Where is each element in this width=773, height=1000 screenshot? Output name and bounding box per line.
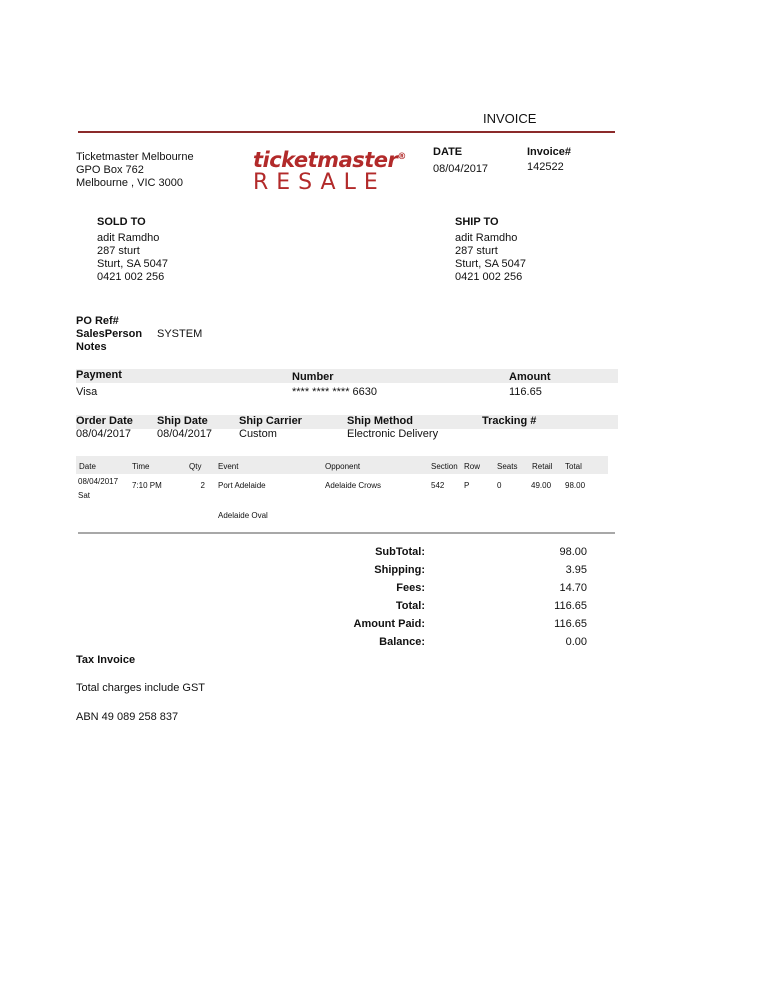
document-title: INVOICE <box>483 111 537 126</box>
items-section-header: Section <box>431 462 458 471</box>
balance-label: Balance: <box>379 636 425 648</box>
salesperson-label: SalesPerson <box>76 328 143 340</box>
items-event-header: Event <box>218 462 239 471</box>
company-address <box>76 151 194 190</box>
balance-value: 0.00 <box>565 636 587 648</box>
items-total-header: Total <box>565 462 582 471</box>
amount-header: Amount <box>509 371 551 383</box>
item-venue: Adelaide Oval <box>218 511 268 520</box>
ship-method: Electronic Delivery <box>347 428 439 440</box>
total-value: 116.65 <box>554 600 587 612</box>
ship-to-block <box>455 216 526 284</box>
items-retail-header: Retail <box>532 462 553 471</box>
order-date-header: Order Date <box>76 415 133 427</box>
item-section: 542 <box>431 481 445 490</box>
totals-block <box>300 546 590 654</box>
company-name: Ticketmaster Melbourne <box>76 151 194 163</box>
company-address-line2: Melbourne , VIC 3000 <box>76 177 184 189</box>
salesperson-value: SYSTEM <box>157 328 203 340</box>
item-row: P <box>464 481 470 490</box>
ticketmaster-resale-logo <box>253 148 406 195</box>
fees-row <box>300 582 590 600</box>
ship-carrier: Custom <box>239 428 277 440</box>
company-address-line1: GPO Box 762 <box>76 164 144 176</box>
ship-date-header: Ship Date <box>157 415 208 427</box>
fees-value: 14.70 <box>559 582 587 594</box>
item-opponent: Adelaide Crows <box>325 481 382 490</box>
ship-method-header: Ship Method <box>347 415 413 427</box>
date-label: DATE <box>433 146 463 158</box>
total-row <box>300 600 590 618</box>
card-number-header: Number <box>292 371 334 383</box>
order-date: 08/04/2017 <box>76 428 132 440</box>
ship-to-city: Sturt, SA 5047 <box>455 258 526 270</box>
item-retail: 49.00 <box>531 481 552 490</box>
ship-to-label: SHIP TO <box>455 216 499 228</box>
shipping-label: Shipping: <box>374 564 425 576</box>
invoice-number-value: 142522 <box>527 161 564 173</box>
items-time-header: Time <box>132 462 150 471</box>
ship-date: 08/04/2017 <box>157 428 213 440</box>
abn-number: ABN 49 089 258 837 <box>76 711 179 723</box>
date-value: 08/04/2017 <box>433 163 489 175</box>
notes-label: Notes <box>76 341 107 353</box>
totals-divider <box>78 532 615 534</box>
sold-to-name: adit Ramdho <box>97 232 160 244</box>
items-qty-header: Qty <box>189 462 202 471</box>
payment-amount: 116.65 <box>509 386 542 398</box>
payment-header: Payment <box>76 369 122 381</box>
items-opponent-header: Opponent <box>325 462 361 471</box>
amount-paid-row <box>300 618 590 636</box>
sold-to-street: 287 sturt <box>97 245 140 257</box>
fees-label: Fees: <box>396 582 425 594</box>
subtotal-label: SubTotal: <box>375 546 425 558</box>
tracking-header: Tracking # <box>482 415 537 427</box>
subtotal-value: 98.00 <box>559 546 587 558</box>
tax-invoice-label: Tax Invoice <box>76 654 136 666</box>
po-ref-label: PO Ref# <box>76 315 119 327</box>
item-qty: 2 <box>200 481 205 490</box>
total-label: Total: <box>395 600 425 612</box>
invoice-number-label: Invoice# <box>527 146 572 158</box>
balance-row <box>300 636 590 654</box>
amount-paid-value: 116.65 <box>554 618 587 630</box>
shipping-value: 3.95 <box>565 564 587 576</box>
logo-wordmark: ticketmaster® <box>253 148 406 172</box>
sold-to-label: SOLD TO <box>97 216 146 228</box>
sold-to-block <box>97 216 168 284</box>
item-total: 98.00 <box>565 481 586 490</box>
payment-method: Visa <box>76 386 98 398</box>
header-divider <box>78 131 615 133</box>
ship-carrier-header: Ship Carrier <box>239 415 302 427</box>
shipping-row <box>300 564 590 582</box>
sold-to-city: Sturt, SA 5047 <box>97 258 168 270</box>
ship-to-street: 287 sturt <box>455 245 498 257</box>
subtotal-row <box>300 546 590 564</box>
item-date: 08/04/2017 <box>78 477 119 486</box>
gst-note: Total charges include GST <box>76 682 206 694</box>
sold-to-phone: 0421 002 256 <box>97 271 165 283</box>
ship-to-phone: 0421 002 256 <box>455 271 523 283</box>
item-seats: 0 <box>497 481 502 490</box>
item-event: Port Adelaide <box>218 481 266 490</box>
logo-resale: RESALE <box>253 170 386 195</box>
items-date-header: Date <box>79 462 96 471</box>
items-row-header: Row <box>464 462 481 471</box>
card-number: **** **** **** 6630 <box>292 386 378 398</box>
item-day: Sat <box>78 491 91 500</box>
ship-to-name: adit Ramdho <box>455 232 518 244</box>
items-seats-header: Seats <box>497 462 518 471</box>
item-time: 7:10 PM <box>132 481 162 490</box>
amount-paid-label: Amount Paid: <box>353 618 425 630</box>
